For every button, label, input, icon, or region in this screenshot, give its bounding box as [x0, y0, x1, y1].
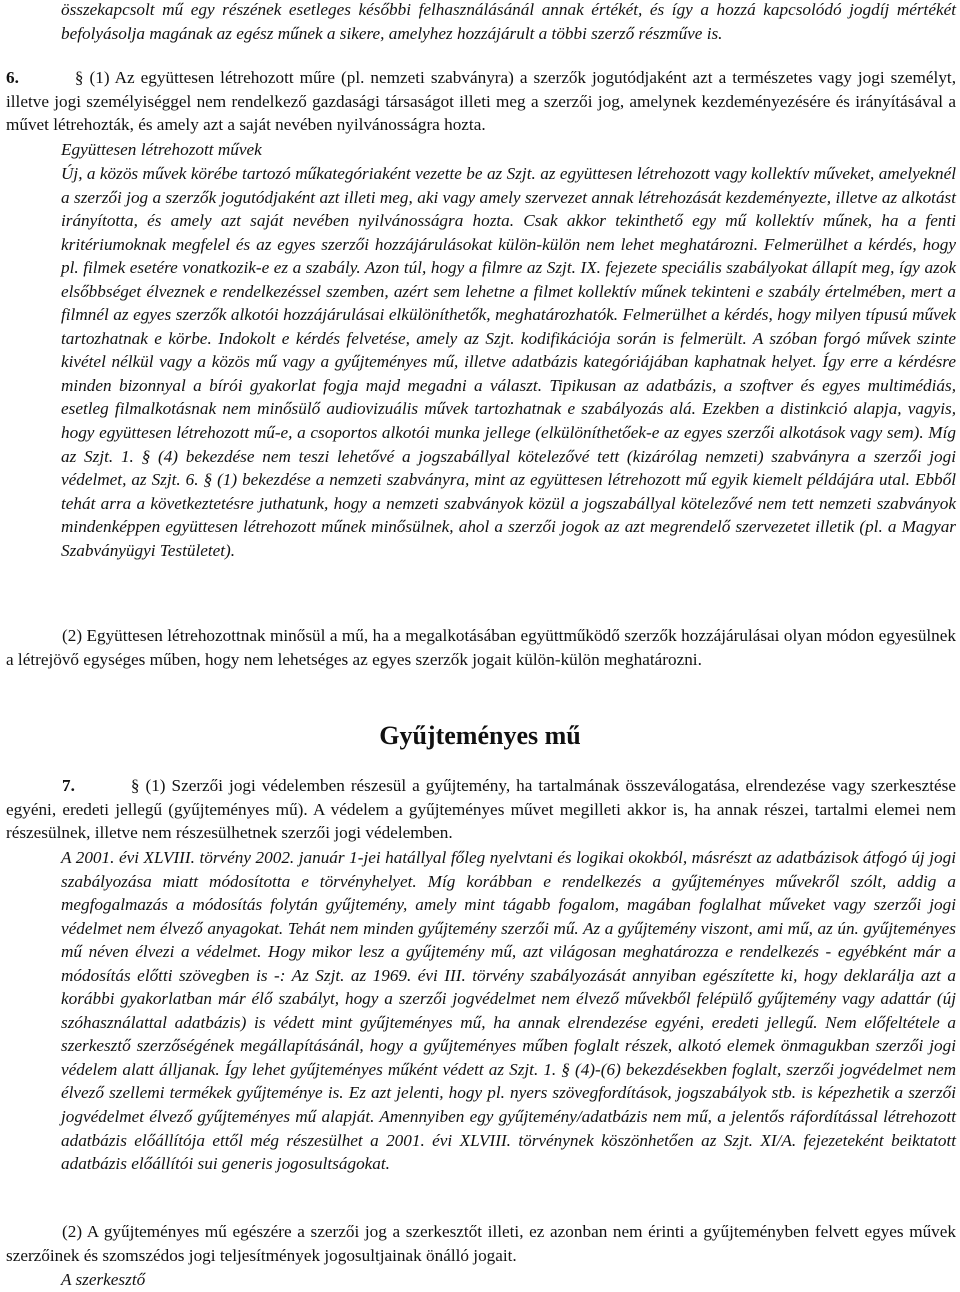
section-6-paragraph-2-text: (2) Együttesen létrehozottnak minősül a mű, ha a megalkotásában együttműködő szerzők hozzájárulásai olyan módon egyesülnek a létrejövő egységes műben, hogy nem lehetséges az egyes szerzők jogait külön-külön meghatározni. [6, 626, 956, 669]
section-6-paragraph-1-text: § (1) Az együttesen létrehozott műre (pl. nemzeti szabványra) a szerzők jogutódjaként azt a természetes vagy jogi személyt, illetve jogi személyiséggel nem rendelkező gazdasági társaságot illeti meg a szerzői jog, amelynek kezdeményezésére és irányításával a művet létrehozták, és amely azt a saját nevében nyilvánosságra hozta. [6, 68, 956, 135]
note-continuation [61, 0, 956, 45]
section-7-paragraph-1-text: 7. [62, 776, 75, 795]
note-gyujtemenyes [61, 846, 956, 1176]
label-szerkeszto [61, 1268, 956, 1292]
section-6-paragraph-1 [6, 66, 956, 137]
section-7-paragraph-1-text [6, 776, 62, 795]
section-7-paragraph-1 [6, 774, 956, 845]
section-7-paragraph-2 [6, 1220, 956, 1267]
section-7-paragraph-1-text: § (1) Szerzői jogi védelemben részesül a gyűjtemény, ha tartalmának összeválogatása, elrendezése vagy szerkesztése egyéni, eredeti jellegű (gyűjteményes mű). A védelem a gyűjteményes művet megilleti akkor is, ha annak részei, tartalmi elemei nem részesülnek, illetve nem részesülhetnek szerzői jogi védelemben. [6, 776, 956, 843]
note-gyujtemenyes-text: A 2001. évi XLVIII. törvény 2002. január 1-jei hatállyal főleg nyelvtani és logikai okokból, másrészt az adatbázisok átfogó új jogi szabályozása miatt módosította e törvényhelyet. Míg korábban e rendelkezés a gyűjteményes művekről szólt, addig a megfogalmazás a módosítás folytán gyűjtemény, amely mint tágabb fogalom, magában foglalhat műveket vagy szerzői jogi védelmet nem élvező anyagokat. Tehát nem minden gyűjtemény szerzői mű. Az a gyűjtemény viszont, ami mű, az ún. gyűjteményes mű néven élvezi a védelmet. Hogy mikor lesz a gyűjtemény mű, azt világosan meghatározza e rendelkezés - egyébként már a módosítás előtti szövegben is -: Az Szjt. az 1969. évi III. törvény szabályozását annyiban egészítette ki, hogy deklarálja azt a korábbi gyakorlatban már élő szabályt, hogy a szerzői jogvédelmet nem élvező művekből felépülő gyűjtemény vagy adattár (új szóhasználattal adatbázis) is védett mint gyűjteményes mű, ha annak elrendezése egyéni, eredeti jellegű. Nem előfeltétele a szerkesztő szerzőségének megállapításánál, hogy a gyűjteményes műben foglalt részek, alkotó elemek önmagukban szerzői jogi védelem alatt álljanak. Így lehet gyűjteményes műként védett az Szjt. 1. § (4)-(6) bekezdésekben foglalt, szerzői jogvédelmet nem élvező szellemi termékek gyűjteménye is. Ez azt jelenti, hogy pl. nyers szövegfordítások, jogszabályok stb. is képezhetik a szerzői jogvédelmet élvező gyűjteményes mű alapját. Amennyiben egy gyűjtemény/adatbázis nem mű, a jelentős ráfordítással létrehozott adatbázis előállítója ettől még részesülhet a 2001. évi XLVIII. törvénynek köszönhetően az Szjt. XI/A. fejezeteként beiktatott adatbázis előállítói sui generis jogosultságokat. [61, 848, 956, 1174]
label-egyuttesen-text: Együttesen létrehozott művek [61, 140, 262, 159]
note-egyuttesen [61, 162, 956, 562]
label-szerkeszto-text: A szerkesztő [61, 1270, 146, 1289]
section-6-paragraph-2 [6, 624, 956, 671]
section-6-paragraph-1-text: 6. [6, 68, 19, 87]
note-egyuttesen-text: Új, a közös művek körébe tartozó műkategóriaként vezette be az Szjt. az együttesen létrehozott vagy kollektív műveket, amelyeknél a szerzői jog a szerzők jogutódjaként azt illeti meg, aki vagy amely szervezet annak létrehozását kezdeményezte, illetve az alkotást irányította, és amely azt saját nevében nyilvánosságra hozta. Csak akkor tekinthető egy mű kollektív műnek, ha a fenti kritériumoknak megfelel és az egyes szerzői hozzájárulásokat külön-külön nem lehet meghatározni. Felmerülhet a kérdés, hogy pl. filmek esetére vonatkozik-e ez a szabály. Azon túl, hogy a filmre az Szjt. IX. fejezete speciális szabályokat állapít meg, így azok elsőbbséget élveznek e rendelkezéssel szemben, azért sem lehetne a filmet kollektív műnek tekinteni e szabály értelmében, mert a filmnél az egyes szerzők alkotói hozzájárulásai elkülöníthetők, meghatározhatók. Felmerülhet a kérdés, hogy milyen típusú művek tartozhatnak e körbe. Indokolt e kérdés felvetése, amely az Szjt. kodifikációja során is felmerült. A szóban forgó művek szinte kivétel nélkül vagy a közös mű vagy a gyűjteményes mű, illetve adatbázis kategóriájában kaphatnak helyet. Így erre a kérdésre minden bizonnyal a bírói gyakorlat fogja majd megadni a választ. Tipikusan az adatbázis, a szoftver és egyes multimédiás, esetleg filmalkotásnak nem minősülő audiovizuális művek tartozhatnak e szabályozás alá. Ezekben a distinkció alapja, vagyis, hogy együttesen létrehozott mű-e, a csoportos alkotói munka jellege (elkülöníthetőek-e az egyes szerzői alkotások vagy sem). Míg az Szjt. 1. § (4) bekezdése nem teszi lehetővé a jogszabállyal kötelezővé tett (kizárólag nemzeti) szabványra a szerzői jogi védelmet, az Szjt. 6. § (1) bekezdése a nemzeti szabványra, mint az együttesen létrehozott mű egyik kiemelt példájára utal. Ebből tehát arra a következtetésre juthatunk, hogy a nemzeti szabványok közül a jogszabállyal kötelezővé nem tett nemzeti szabványok mindenképpen együttesen létrehozott műnek minősülnek, ahol a szerzői jogok az azt megrendelő szervezetet illetik (pl. a Magyar Szabványügyi Testületet). [61, 164, 956, 560]
section-7-paragraph-2-text: (2) A gyűjteményes mű egészére a szerzői jog a szerkesztőt illeti, ez azonban nem érinti a gyűjteményben felvett egyes művek szerzőinek és szomszédos jogi teljesítmények jogosultjainak önálló jogait. [6, 1222, 956, 1265]
note-continuation-text: összekapcsolt mű egy részének esetleges későbbi felhasználásánál annak értékét, és így a hozzá kapcsolódó jogdíj mértékét befolyásolja magának az egész műnek a sikere, amelyhez hozzájárult a többi szerző részműve is. [61, 0, 956, 43]
label-egyuttesen [61, 138, 956, 162]
section-heading: Gyűjteményes mű [379, 721, 581, 750]
